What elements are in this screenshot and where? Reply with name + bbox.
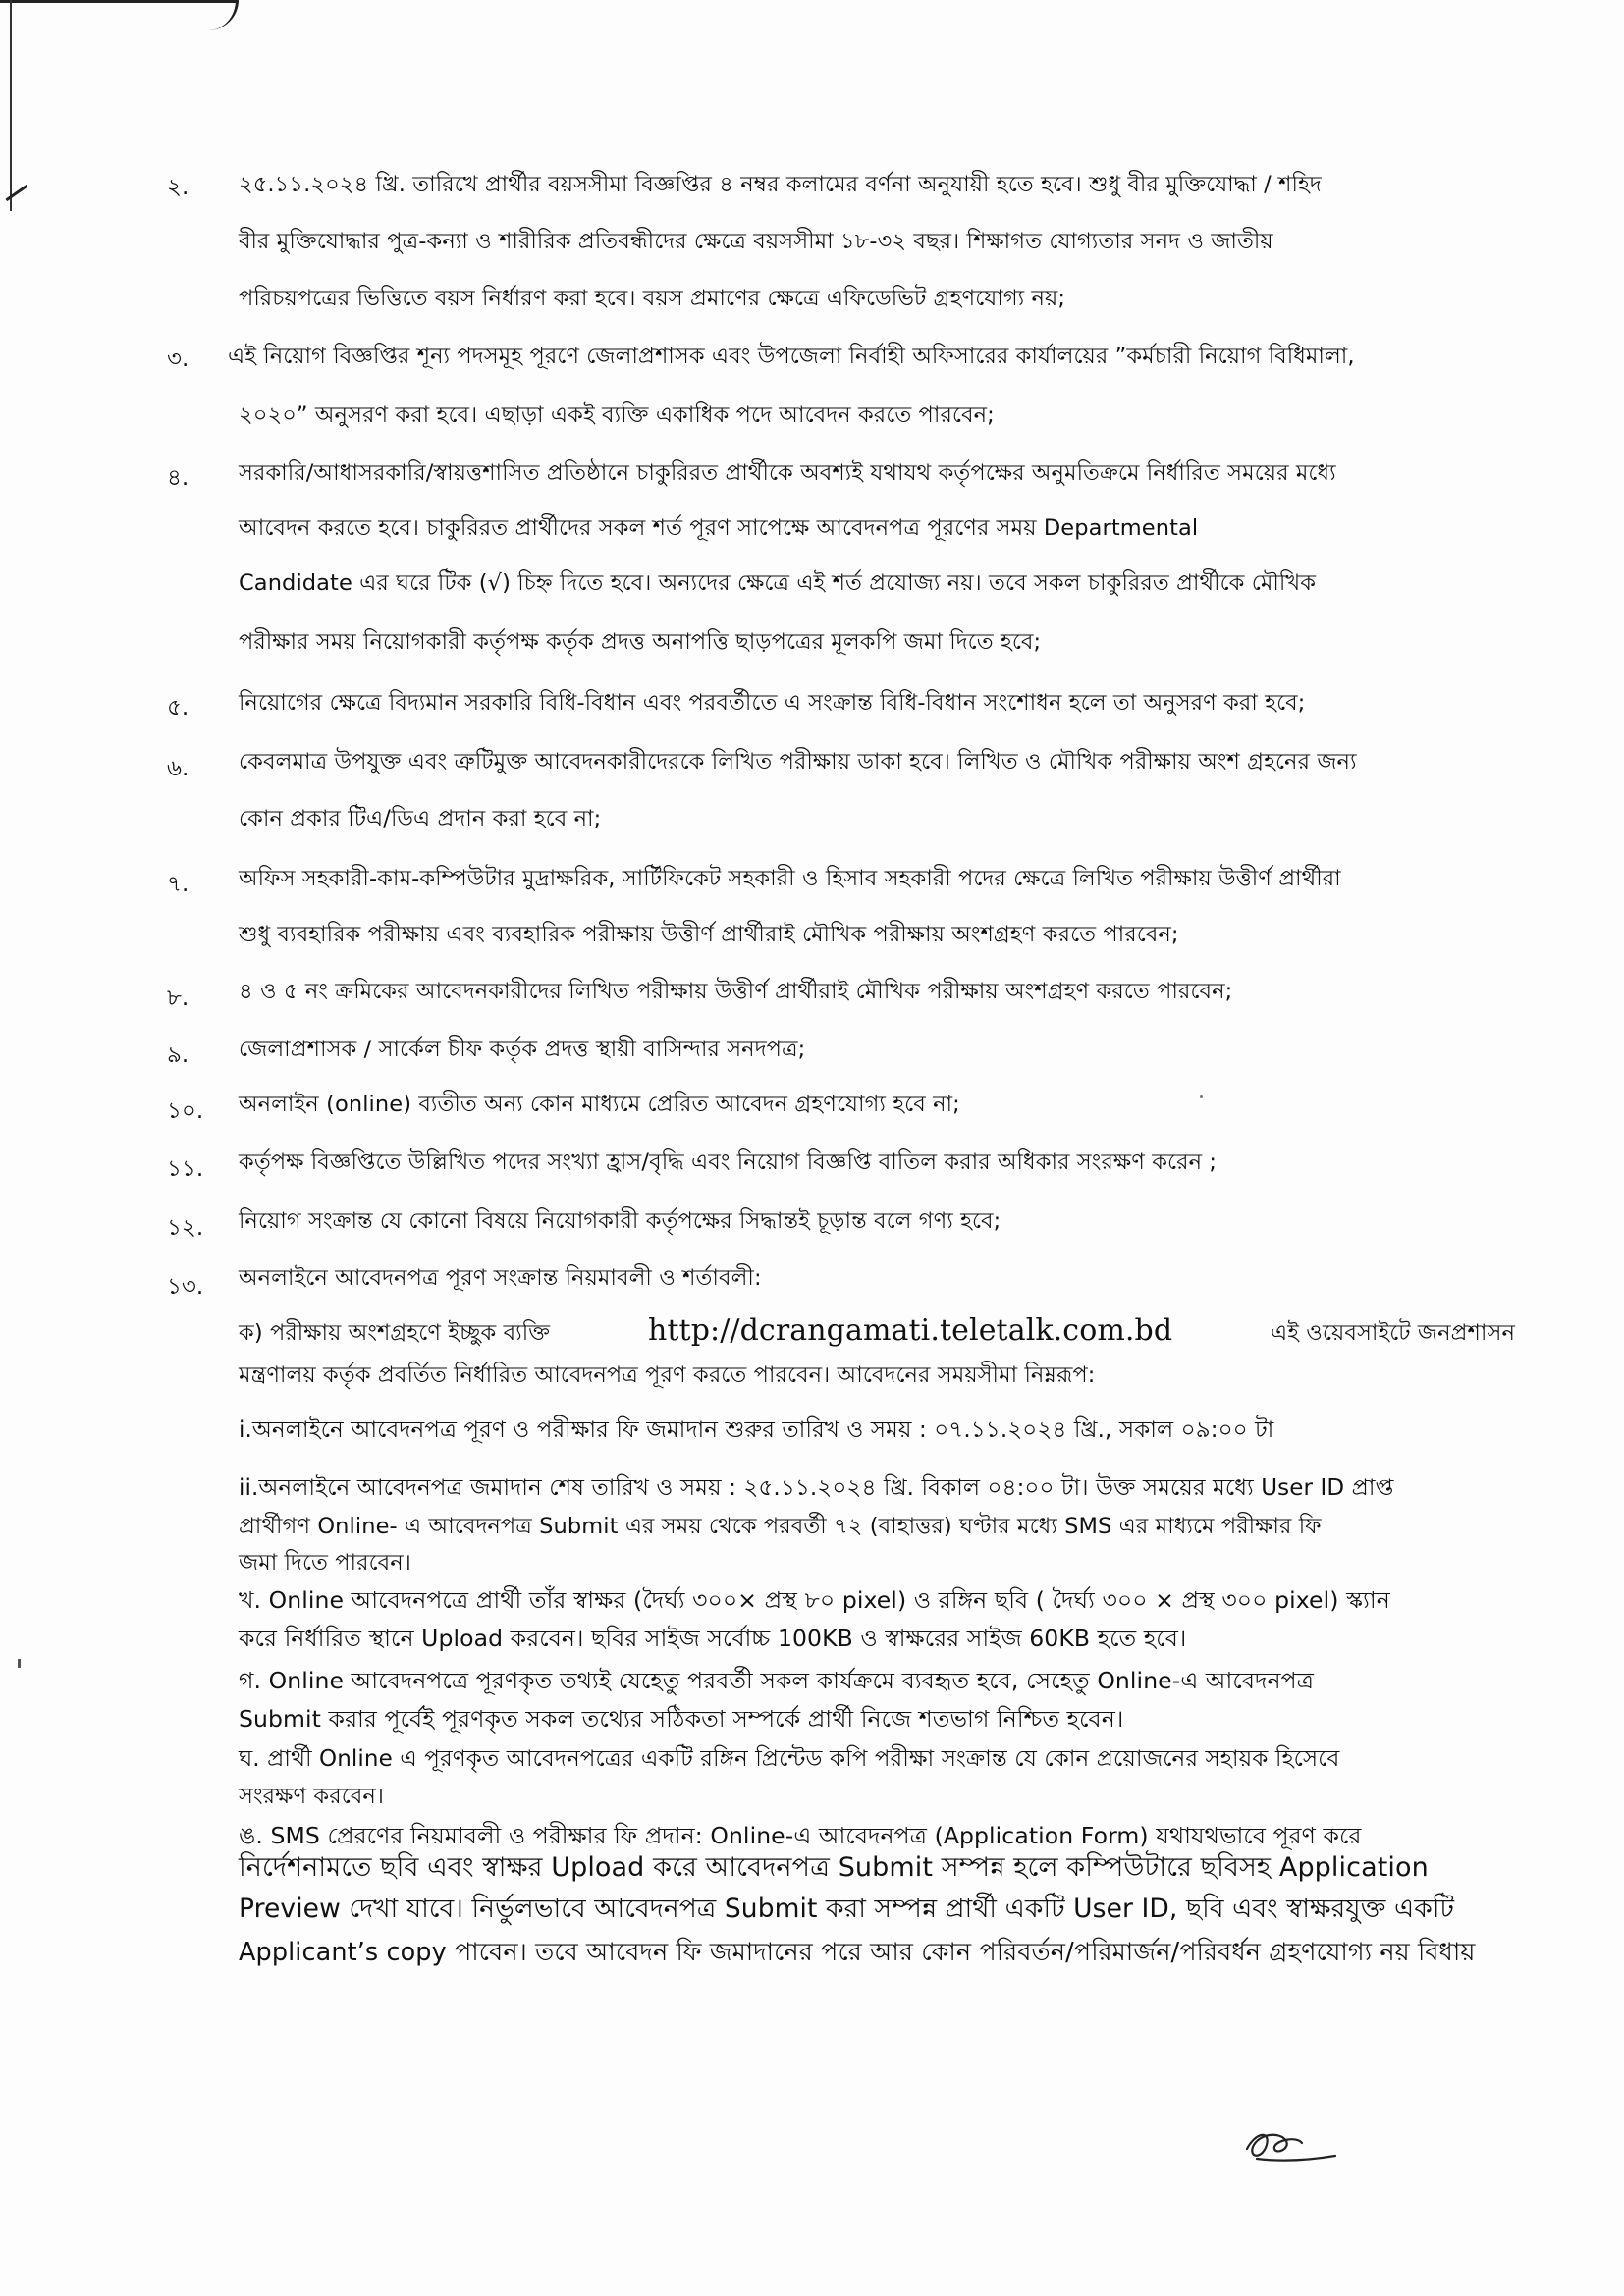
item-line: পরীক্ষার সময় নিয়োগকারী কর্তৃপক্ষ কর্তৃক প্রদত্ত অনাপত্তি ছাড়পত্রের মূলকপি জমা দিতে হবে;: [239, 629, 1042, 655]
item-line: অফিস সহকারী-কাম-কম্পিউটার মুদ্রাক্ষরিক, সার্টিফিকেট সহকারী ও হিসাব সহকারী পদের ক্ষেত্রে লিখিত পরীক্ষায় উত্তীর্ণ প্রার্থীরা: [239, 866, 1341, 891]
item-line: অনলাইনে আবেদনপত্র পূরণ সংক্রান্ত নিয়মাবলী ও শর্তাবলী:: [239, 1265, 762, 1291]
item-number: ৭.: [167, 872, 189, 897]
item-line: পরিচয়পত্রের ভিত্তিতে বয়স নির্ধারণ করা হবে। বয়স প্রমাণের ক্ষেত্রে এফিডেভিট গ্রহণযোগ্য নয়;: [239, 286, 1066, 311]
item-line: ২০২০” অনুসরণ করা হবে। এছাড়া একই ব্যক্তি একাধিক পদে আবেদন করতে পারবেন;: [239, 402, 995, 428]
item-line: শুধু ব্যবহারিক পরীক্ষায় এবং ব্যবহারিক পরীক্ষায় উত্তীর্ণ প্রার্থীরাই মৌখিক পরীক্ষায় অংশগ্রহণ করতে পারবেন;: [239, 922, 1179, 947]
scan-edge-mark-left: [0, 0, 12, 211]
website-link[interactable]: http://dcrangamati.teletalk.com.bd: [647, 1313, 1173, 1348]
item-line: সরকারি/আধাসরকারি/স্বায়ত্তশাসিত প্রতিষ্ঠানে চাকুরিরত প্রার্থীকে অবশ্যই যথাযথ কর্তৃপক্ষের অনুমতিক্রমে নির্ধারিত সময়ের মধ্যে: [239, 460, 1336, 486]
rule-ii-line: প্রার্থীগণ Online- এ আবেদনপত্র Submit এর সময় থেকে পরবর্তী ৭২ (বাহাত্তর) ঘণ্টার মধ্যে SMS এর মাধ্যমে পরীক্ষার ফি: [239, 1514, 1322, 1539]
item-line: বীর মুক্তিযোদ্ধার পুত্র-কন্যা ও শারীরিক প্রতিবন্ধীদের ক্ষেত্রে বয়সসীমা ১৮-৩২ বছর। শিক্ষাগত যোগ্যতার সনদ ও জাতীয়: [239, 229, 1273, 254]
item-number: ৬.: [167, 756, 189, 781]
rule-umo-line: ঙ. SMS প্রেরণের নিয়মাবলী ও পরীক্ষার ফি প্রদান: Online-এ আবেদনপত্র (Application Form) যথাযথভাবে পূরণ করে: [239, 1822, 1362, 1849]
rule-i-line: i.অনলাইনে আবেদনপত্র পূরণ ও পরীক্ষার ফি জমাদান শুরুর তারিখ ও সময় : ০৭.১১.২০২৪ খ্রি., সকাল ০৯:০০ টা: [239, 1417, 1274, 1443]
rule-ka-line: [239, 1313, 1515, 1353]
rule-umo-line: Preview দেখা যাবে। নির্ভুলভাবে আবেদনপত্র Submit করা সম্পন্ন প্রার্থী একটি User ID, ছবি এবং স্বাক্ষরযুক্ত একটি: [239, 1894, 1455, 1924]
item-number: ৯.: [167, 1042, 189, 1068]
rule-ga-line: Submit করার পূর্বেই পূরণকৃত সকল তথ্যের সঠিকতা সম্পর্কে প্রার্থী নিজে শতভাগ নিশ্চিত হবেন।: [239, 1705, 1124, 1733]
rule-gha-line: ঘ. প্রার্থী Online এ পূরণকৃত আবেদনপত্রের একটি রঙ্গিন প্রিন্টেড কপি পরীক্ষা সংক্রান্ত যে কোন প্রয়োজনের সহায়ক হিসেবে: [239, 1746, 1340, 1772]
item-line: অনলাইন (online) ব্যতীত অন্য কোন মাধ্যমে প্রেরিত আবেদন গ্রহণযোগ্য হবে না;: [239, 1092, 960, 1117]
rule-ii-line: জমা দিতে পারবেন।: [239, 1550, 411, 1575]
scan-speck: [18, 1659, 21, 1668]
item-number: ১৩.: [167, 1274, 204, 1300]
item-line: আবেদন করতে হবে। চাকুরিরত প্রার্থীদের সকল শর্ত পূরণ সাপেক্ষে আবেদনপত্র পূরণের সময় Departmental: [239, 515, 1199, 541]
scan-edge-mark: [0, 0, 239, 30]
rule-ii-line: ii.অনলাইনে আবেদনপত্র জমাদান শেষ তারিখ ও সময় : ২৫.১১.২০২৪ খ্রি. বিকাল ০৪:০০ টা। উক্ত সময়ের মধ্যে User ID প্রাপ্ত: [239, 1475, 1394, 1501]
item-line: কোন প্রকার টিএ/ডিএ প্রদান করা হবে না;: [239, 806, 602, 831]
item-line: Candidate এর ঘরে টিক (√) চিহ্ন দিতে হবে। অন্যদের ক্ষেত্রে এই শর্ত প্রযোজ্য নয়। তবে সকল চাকুরিরত প্রার্থীকে মৌখিক: [239, 570, 1317, 596]
item-line: কর্তৃপক্ষ বিজ্ঞপ্তিতে উল্লিখিত পদের সংখ্যা হ্রাস/বৃদ্ধি এবং নিয়োগ বিজ্ঞপ্তি বাতিল করার অধিকার সংরক্ষণ করেন ;: [239, 1149, 1218, 1175]
rule-ga-line: গ. Online আবেদনপত্রে পূরণকৃত তথ্যই যেহেতু পরবর্তী সকল কার্যক্রমে ব্যবহৃত হবে, সেহেতু Online-এ আবেদনপত্র: [239, 1667, 1314, 1694]
item-line: ২৫.১১.২০২৪ খ্রি. তারিখে প্রার্থীর বয়সসীমা বিজ্ঞপ্তির ৪ নম্বর কলামের বর্ণনা অনুযায়ী হতে হবে। শুধু বীর মুক্তিযোদ্ধা / শহিদ: [239, 172, 1322, 197]
rule-ka-line-2: মন্ত্রণালয় কর্তৃক প্রবর্তিত নির্ধারিত আবেদনপত্র পূরণ করতে পারবেন। আবেদনের সময়সীমা নিম্নরূপ:: [239, 1362, 1096, 1388]
rule-kha-line: করে নির্ধারিত স্থানে Upload করবেন। ছবির সাইজ সর্বোচ্চ 100KB ও স্বাক্ষরের সাইজ 60KB হতে হবে।: [239, 1625, 1187, 1652]
item-number: ৪.: [167, 465, 189, 491]
item-line: জেলাপ্রশাসক / সার্কেল চীফ কর্তৃক প্রদত্ত স্থায়ী বাসিন্দার সনদপত্র;: [239, 1037, 806, 1062]
rule-ka-prefix: ক) পরীক্ষায় অংশগ্রহণে ইচ্ছুক ব্যক্তি: [239, 1320, 551, 1346]
item-line: কেবলমাত্র উপযুক্ত এবং ত্রুটিমুক্ত আবেদনকারীদেরকে লিখিত পরীক্ষায় ডাকা হবে। লিখিত ও মৌখিক পরীক্ষায় অংশ গ্রহনের জন্য: [239, 749, 1357, 774]
rule-umo-line: Applicant’s copy পাবেন। তবে আবেদন ফি জমাদানের পরে আর কোন পরিবর্তন/পরিমার্জন/পরিবর্ধন গ্রহণযোগ্য নয় বিধায়: [239, 1938, 1476, 1967]
item-number: ২.: [167, 175, 189, 200]
item-number: ১১.: [167, 1156, 204, 1182]
item-number: ৩.: [167, 347, 189, 372]
item-number: ১২.: [167, 1215, 204, 1241]
rule-gha-line: সংরক্ষণ করবেন।: [239, 1784, 385, 1809]
rule-kha-line: খ. Online আবেদনপত্রে প্রার্থী তাঁর স্বাক্ষর (দৈর্ঘ্য ৩০০× প্রস্থ ৮০ pixel) ও রঙ্গিন ছবি ( দৈর্ঘ্য ৩০০ × প্রস্থ ৩০০ pixel) স্ক্যান: [239, 1586, 1390, 1614]
item-line: নিয়োগের ক্ষেত্রে বিদ্যমান সরকারি বিধি-বিধান এবং পরবর্তীতে এ সংক্রান্ত বিধি-বিধান সংশোধন হলে তা অনুসরণ করা হবে;: [239, 690, 1306, 716]
handwritten-signature: [1237, 2115, 1345, 2174]
item-line: ৪ ও ৫ নং ক্রমিকের আবেদনকারীদের লিখিত পরীক্ষায় উত্তীর্ণ প্রার্থীরাই মৌখিক পরীক্ষায় অংশগ্রহণ করতে পারবেন;: [239, 979, 1233, 1004]
rule-ka-suffix: এই ওয়েবসাইটে জনপ্রশাসন: [1271, 1320, 1515, 1346]
item-line: এই নিয়োগ বিজ্ঞপ্তির শূন্য পদসমূহ পূরণে জেলাপ্রশাসক এবং উপজেলা নির্বাহী অফিসারের কার্যালয়ের ”কর্মচারী নিয়োগ বিধিমালা,: [228, 344, 1355, 369]
item-number: ৮.: [167, 986, 189, 1011]
item-line: নিয়োগ সংক্রান্ত যে কোনো বিষয়ে নিয়োগকারী কর্তৃপক্ষের সিদ্ধান্তই চূড়ান্ত বলে গণ্য হবে;: [239, 1208, 1001, 1234]
scan-dot: [1200, 1095, 1203, 1098]
item-number: ১০.: [167, 1098, 204, 1124]
item-number: ৫.: [167, 695, 189, 721]
rule-umo-line: নির্দেশনামতে ছবি এবং স্বাক্ষর Upload করে আবেদনপত্র Submit সম্পন্ন হলে কম্পিউটারে ছবিসহ Application: [239, 1852, 1429, 1883]
